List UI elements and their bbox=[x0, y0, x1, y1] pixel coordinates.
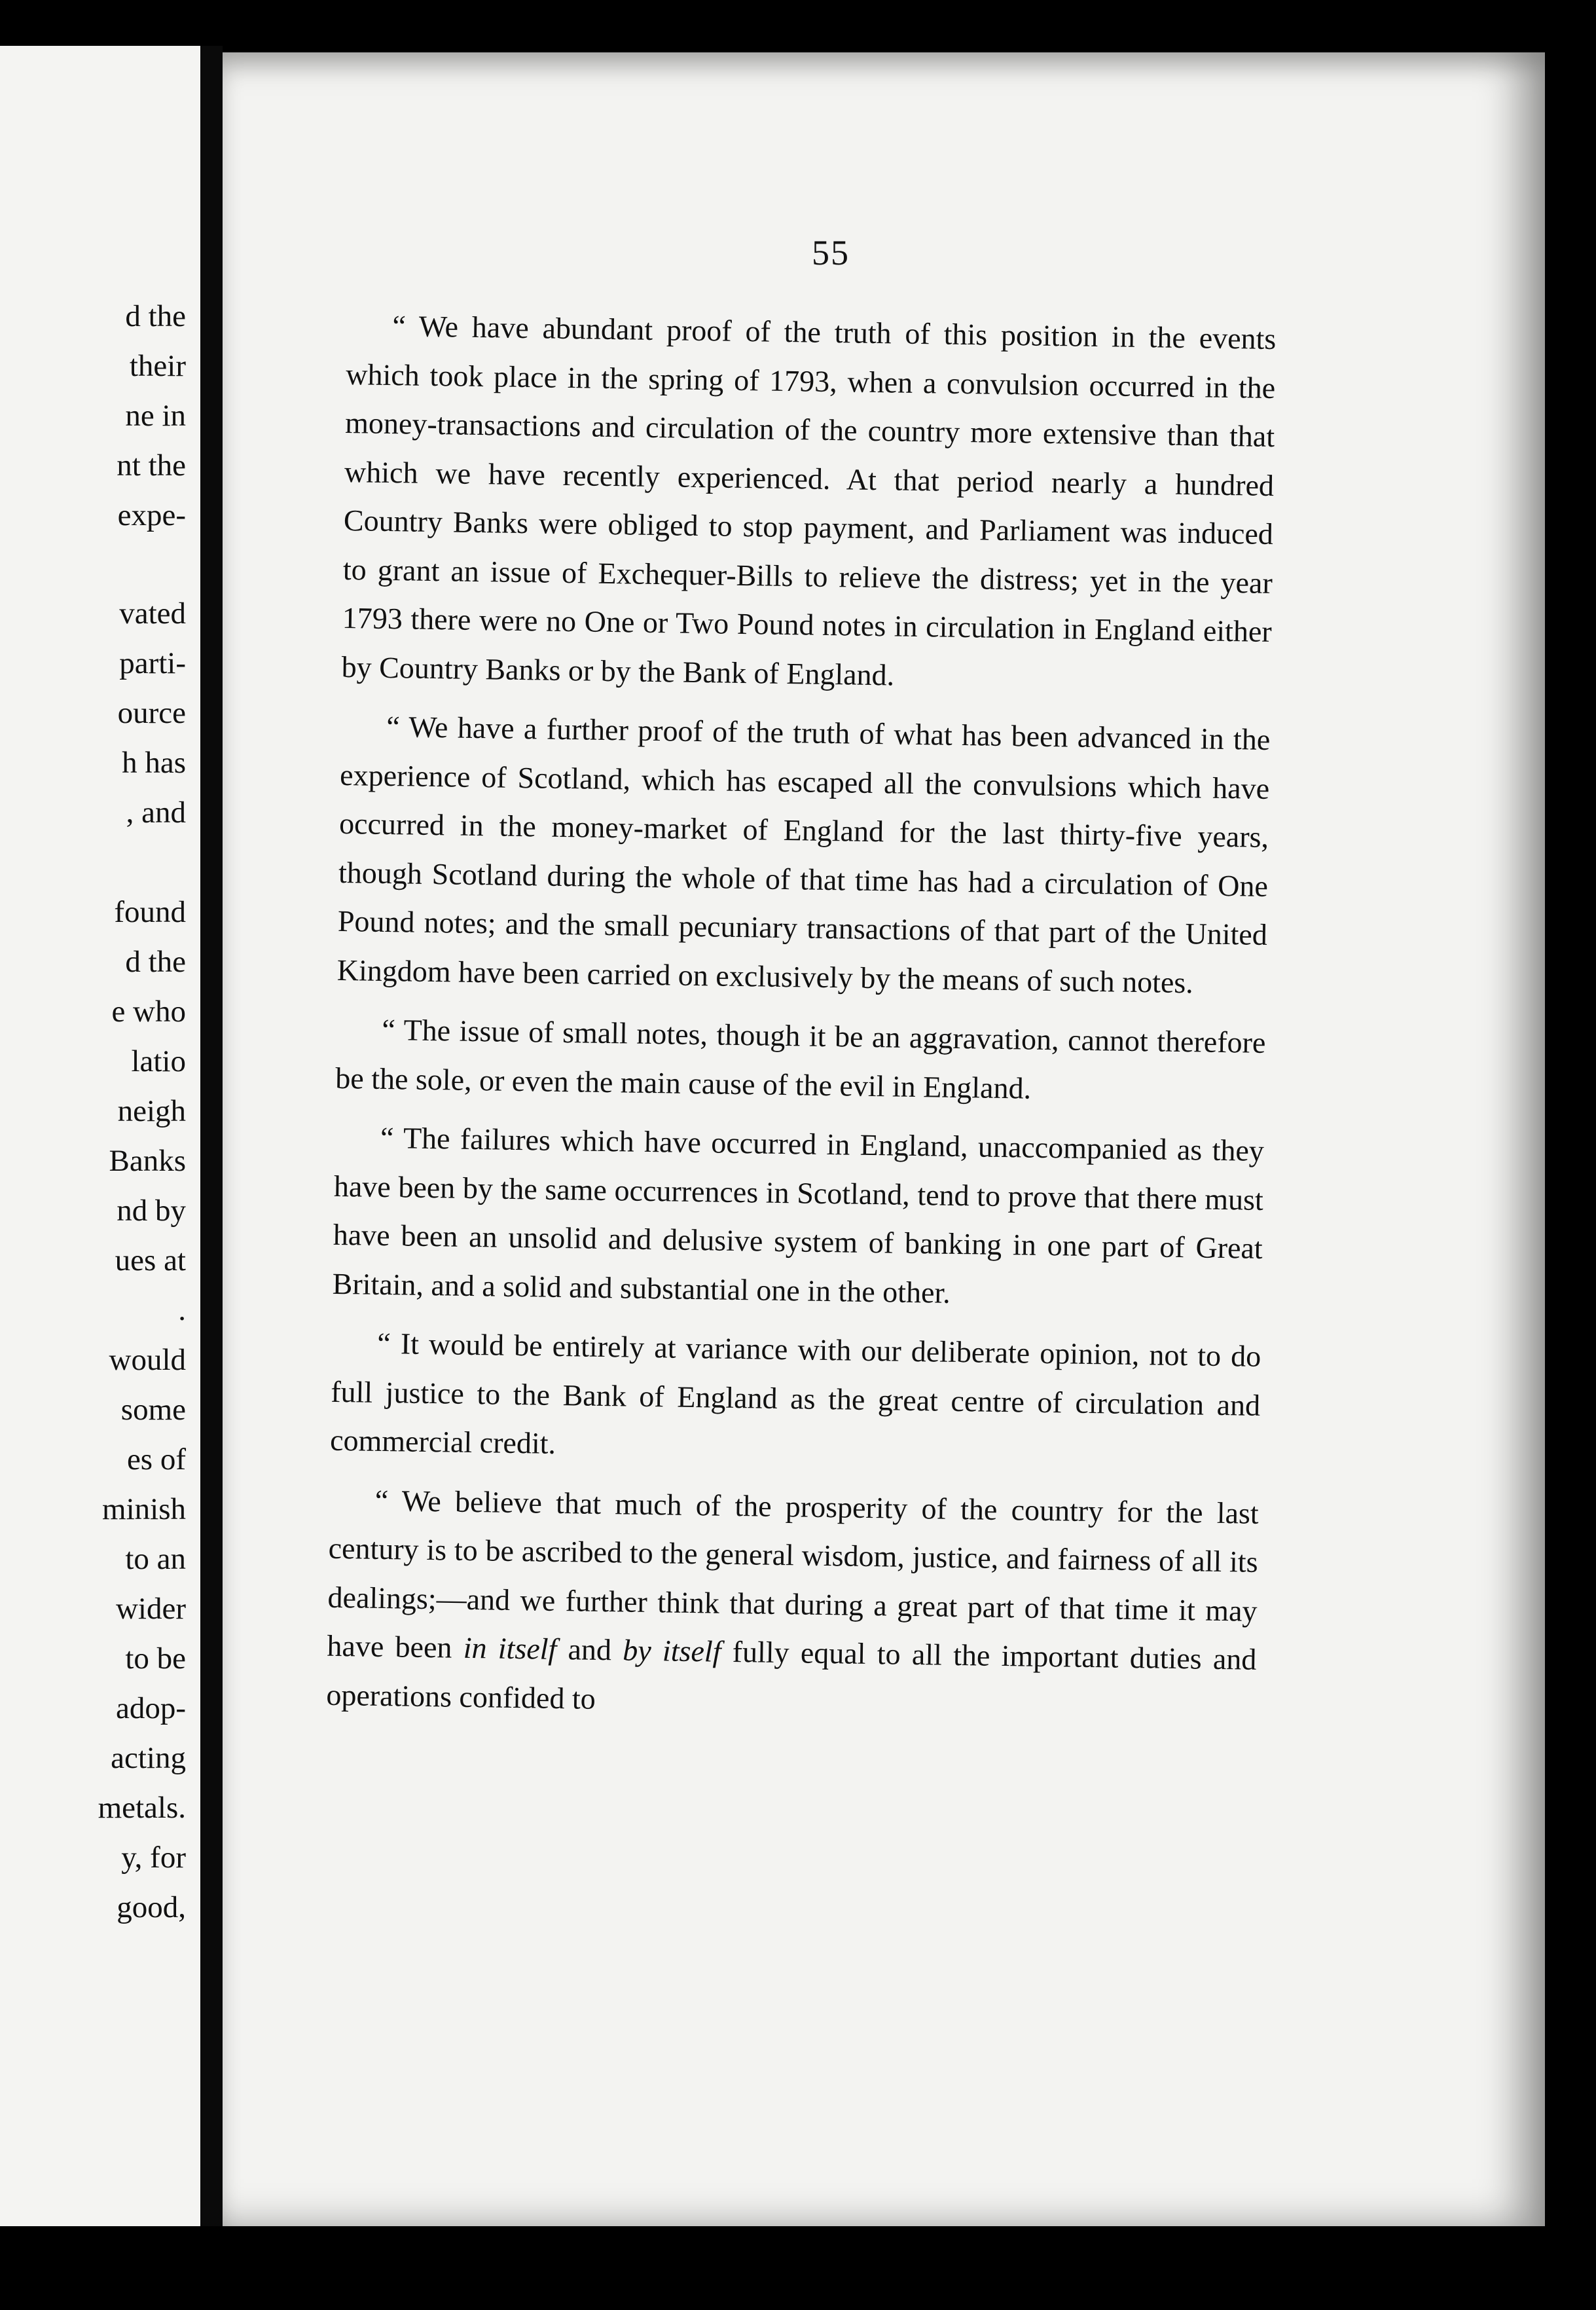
facing-page-line: latio bbox=[131, 1044, 186, 1078]
paragraph-text: “ We believe that much of the prosperity of the country for the last century is to be ascribed to the general wisdom, justice, and fairness of all its dealings;—and we further think that during a great part of that time it may have been bbox=[327, 1483, 1260, 1664]
facing-page-line: vated bbox=[119, 596, 186, 631]
facing-page-line: their bbox=[129, 349, 186, 383]
facing-page-line: wider bbox=[115, 1592, 186, 1626]
paragraph: “ It would be entirely at variance with our deliberate opinion, not to do full justice to the Bank of England as the great centre of circulation and commercial credit. bbox=[329, 1326, 1261, 1460]
facing-page-line: acting bbox=[111, 1741, 186, 1775]
facing-page-line: parti- bbox=[119, 646, 186, 680]
facing-page-line: found bbox=[114, 895, 186, 929]
facing-page-line: y, for bbox=[121, 1841, 186, 1875]
facing-page-line: nd by bbox=[117, 1194, 186, 1228]
facing-page-line: to an bbox=[125, 1542, 186, 1576]
facing-page-line: adop- bbox=[115, 1691, 186, 1725]
paragraph: “ The issue of small notes, though it be an aggravation, cannot therefore be the sole, or even the main cause of the evil in England. bbox=[335, 1012, 1266, 1105]
facing-page-line: . bbox=[178, 1293, 186, 1327]
facing-page-line: h has bbox=[122, 746, 186, 780]
facing-page-line: good, bbox=[117, 1890, 186, 1924]
facing-page-line: metals. bbox=[98, 1791, 186, 1825]
facing-page-line: minish bbox=[102, 1492, 186, 1526]
facing-page-line: ource bbox=[117, 696, 186, 730]
facing-page-line: ues at bbox=[115, 1243, 186, 1277]
book-page bbox=[223, 52, 1545, 2226]
paragraph: “ We have abundant proof of the truth of this position in the events which took place in the spring of 1793, when a convulsion occurred in the money-transactions and circulation of the country more extensive than that which we have recently experienced. At that period nearly a hundred Country Banks were obliged to stop payment, and Parliament was induced to grant an issue of Exchequer-Bills to relieve the distress; yet in the year 1793 there were no One or Two Pound notes in circulation in England either by Country Banks or by the Bank of England. bbox=[341, 309, 1277, 691]
book-gutter bbox=[200, 46, 223, 2226]
italic-phrase: by itself bbox=[622, 1633, 721, 1668]
paragraph-last bbox=[326, 1475, 1259, 1733]
facing-page-line: Banks bbox=[109, 1144, 186, 1178]
facing-page-line: d the bbox=[125, 945, 186, 979]
facing-page-line: es of bbox=[126, 1442, 186, 1476]
facing-page-line: expe- bbox=[117, 498, 186, 532]
paragraph: “ We have a further proof of the truth of what has been advanced in the experience of Scotland, which has escaped all the convulsions which have occurred in the money-market of England for the last thirty-five years, though Scotland during the whole of that time has had a circulation of One Pound notes; and the small pecuniary transactions of that part of the United Kingdom have been carried on exclusively by the means of such notes. bbox=[336, 709, 1271, 999]
facing-page-line: neigh bbox=[117, 1094, 186, 1128]
paragraph-text: and bbox=[556, 1632, 623, 1667]
facing-page-line: d the bbox=[125, 299, 186, 333]
italic-phrase: in itself bbox=[463, 1630, 557, 1666]
facing-page-line: e who bbox=[111, 995, 186, 1029]
page-body bbox=[326, 301, 1277, 1744]
page-number: 55 bbox=[812, 233, 850, 272]
facing-page-line: , and bbox=[126, 796, 186, 830]
facing-page-line: would bbox=[109, 1343, 186, 1377]
facing-page-line: nt the bbox=[117, 449, 186, 483]
facing-page-left bbox=[0, 46, 200, 2226]
paragraph-text: fully equal to all the important duties and operations confided to bbox=[326, 1634, 1257, 1715]
facing-page-line: some bbox=[120, 1393, 186, 1427]
facing-page-line: ne in bbox=[125, 399, 186, 433]
paragraph: “ The failures which have occurred in England, unaccompanied as they have been by the same occurrences in Scotland, tend to prove that there must have been an unsolid and delusive system of banking in one part of Great Britain, and a solid and substantial one in the other. bbox=[332, 1120, 1265, 1310]
facing-page-line: to be bbox=[125, 1641, 186, 1676]
